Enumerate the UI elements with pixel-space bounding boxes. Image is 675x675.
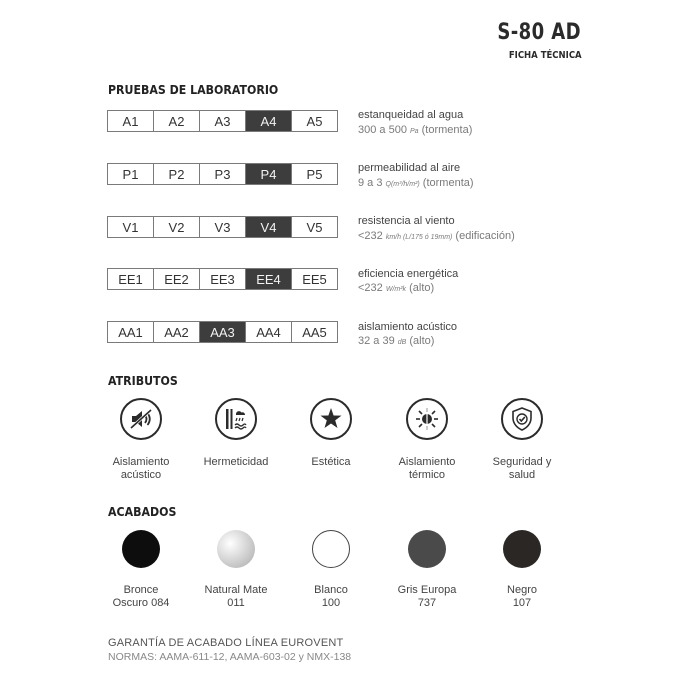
color-swatch <box>408 530 446 568</box>
color-swatch <box>217 530 255 568</box>
finish-label <box>86 584 196 610</box>
test-name: estanqueidad al agua <box>358 109 464 121</box>
test-name: permeabilidad al aire <box>358 162 461 174</box>
attribute-label-line: Aislamiento <box>398 456 456 468</box>
detail-note: (tormenta) <box>418 124 473 136</box>
detail-note: (alto) <box>406 335 435 347</box>
rating-cell: V1 <box>122 219 139 235</box>
rating-cell: A3 <box>199 111 245 131</box>
finish-label-line: Negro <box>507 584 537 596</box>
detail-unit: dB <box>397 339 407 346</box>
test-detail <box>358 335 434 347</box>
attribute-label-line: acústico <box>120 469 162 481</box>
finish-label-line: 100 <box>321 597 341 609</box>
attribute-safety <box>467 398 577 482</box>
rating-cell: EE5 <box>291 269 337 289</box>
rating-scale-acoustic <box>107 321 338 343</box>
attribute-thermal <box>372 398 482 482</box>
attribute-label <box>86 456 196 482</box>
color-swatch <box>503 530 541 568</box>
rating-cell: V4 <box>245 217 291 237</box>
rating-scale-air <box>107 163 338 185</box>
finish-label-line: Oscuro 084 <box>112 597 170 609</box>
detail-value: <232 <box>358 282 386 294</box>
detail-unit: km/h (L/175 ó 19mm) <box>385 234 453 241</box>
product-subtitle: FICHA TÉCNICA <box>509 50 582 61</box>
rating-cell: V2 <box>153 217 199 237</box>
test-detail <box>358 282 434 294</box>
finish-label-line: Natural Mate <box>204 584 268 596</box>
rating-cell: EE4 <box>245 269 291 289</box>
attribute-aesthetics <box>276 398 386 469</box>
detail-value: <232 <box>358 230 386 242</box>
rating-cell: V5 <box>291 217 337 237</box>
attribute-label <box>276 456 386 469</box>
thermal-icon <box>406 398 448 440</box>
attribute-label-line: Seguridad y <box>492 456 552 468</box>
test-name: resistencia al viento <box>358 215 455 227</box>
rating-cell: P5 <box>291 164 337 184</box>
test-detail <box>358 230 515 242</box>
rating-scale-wind <box>107 216 338 238</box>
attribute-label-line: Aislamiento <box>112 456 170 468</box>
shield-check-icon <box>501 398 543 440</box>
detail-unit: Pa <box>410 128 419 135</box>
rating-cell: P4 <box>245 164 291 184</box>
finish-natural-mate <box>181 530 291 610</box>
test-name: aislamiento acústico <box>358 321 458 333</box>
finish-label <box>276 584 386 610</box>
detail-value: 32 a 39 <box>358 335 398 347</box>
product-title: S-80 AD <box>497 20 581 45</box>
detail-note: (tormenta) <box>419 177 474 189</box>
attributes-title: ATRIBUTOS <box>108 373 178 388</box>
detail-unit: W/m²k <box>385 286 407 293</box>
color-swatch <box>312 530 350 568</box>
rating-cell: A2 <box>153 111 199 131</box>
rating-cell: A5 <box>291 111 337 131</box>
finish-label-line: Gris Europa <box>397 584 457 596</box>
rating-cell: EE2 <box>153 269 199 289</box>
rating-cell: A1 <box>122 113 139 129</box>
standards-note: NORMAS: AAMA-611-12, AAMA-603-02 y NMX-138 <box>108 651 352 663</box>
finish-label-line: Bronce <box>123 584 159 596</box>
finish-bronce-oscuro <box>86 530 196 610</box>
finishes-title: ACABADOS <box>108 504 177 519</box>
attribute-label-line: térmico <box>408 469 446 481</box>
rating-cell: P2 <box>153 164 199 184</box>
rating-cell: EE1 <box>118 271 143 287</box>
test-detail <box>358 177 474 189</box>
detail-note: (alto) <box>406 282 435 294</box>
lab-tests-title: PRUEBAS DE LABORATORIO <box>108 82 279 97</box>
attribute-label <box>372 456 482 482</box>
finish-label-line: Blanco <box>314 584 348 596</box>
star-icon <box>310 398 352 440</box>
finish-label-line: 011 <box>227 597 245 609</box>
finish-label-line: 107 <box>512 597 532 609</box>
finish-label <box>372 584 482 610</box>
test-name: eficiencia energética <box>358 268 459 280</box>
warranty-note: GARANTÍA DE ACABADO LÍNEA EUROVENT <box>108 637 344 649</box>
rating-scale-energy <box>107 268 338 290</box>
attribute-acoustic <box>86 398 196 482</box>
finish-label-line: 737 <box>417 597 437 609</box>
rating-cell: V3 <box>199 217 245 237</box>
detail-value: 300 a 500 <box>358 124 410 136</box>
rating-scale-water <box>107 110 338 132</box>
attribute-label-line: salud <box>508 469 536 481</box>
detail-note: (edificación) <box>452 230 515 242</box>
rating-cell: P1 <box>122 166 139 182</box>
attribute-label-line: Estética <box>311 456 351 468</box>
weather-seal-icon <box>215 398 257 440</box>
attribute-hermeticity <box>181 398 291 469</box>
color-swatch <box>122 530 160 568</box>
rating-cell: AA1 <box>118 324 143 340</box>
speaker-muted-icon <box>120 398 162 440</box>
attribute-label-line: Hermeticidad <box>203 456 269 468</box>
rating-cell: AA2 <box>153 322 199 342</box>
rating-cell: AA5 <box>291 322 337 342</box>
attribute-label <box>181 456 291 469</box>
detail-value: 9 a 3 <box>358 177 386 189</box>
finish-negro <box>467 530 577 610</box>
rating-cell: AA4 <box>245 322 291 342</box>
finish-blanco <box>276 530 386 610</box>
rating-cell: A4 <box>245 111 291 131</box>
detail-unit: Q(m³/h/m²) <box>385 181 420 188</box>
finish-gris-europa <box>372 530 482 610</box>
attribute-label <box>467 456 577 482</box>
rating-cell: EE3 <box>199 269 245 289</box>
test-detail <box>358 124 472 136</box>
rating-cell: AA3 <box>199 322 245 342</box>
finish-label <box>181 584 291 610</box>
finish-label <box>467 584 577 610</box>
rating-cell: P3 <box>199 164 245 184</box>
